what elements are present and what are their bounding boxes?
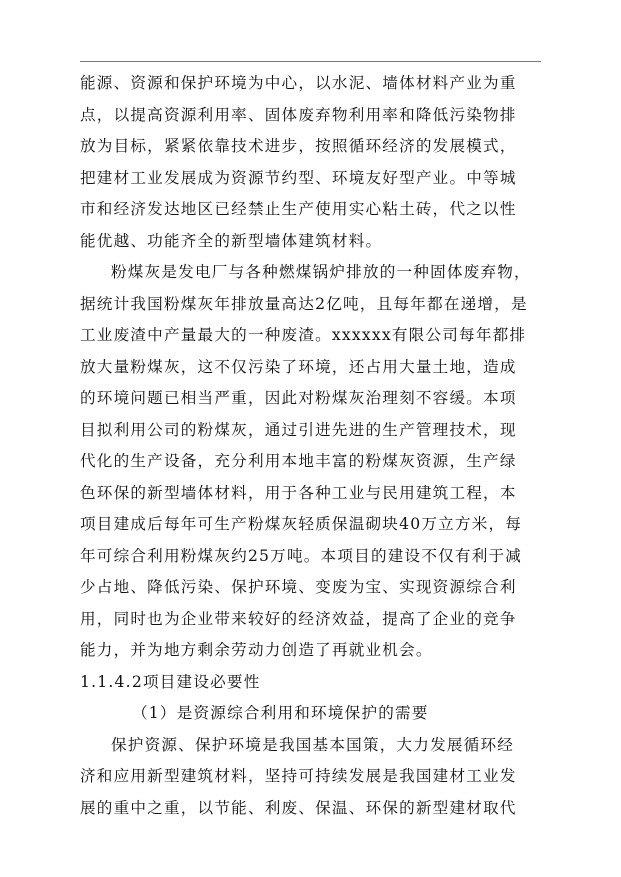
text-line: 能源、资源和保护环境为中心，以水泥、墙体材料产业为重 [80,74,517,92]
text-line: 市和经济发达地区已经禁止生产使用实心粘土砖，代之以性 [80,200,517,218]
paragraph-1 [80,68,550,257]
paragraph-2 [80,257,550,667]
text-line: 工业废渣中产量最大的一种废渣。xxxxxx有限公司每年都排 [80,326,527,344]
text-line: 放大量粉煤灰，这不仅污染了环境，还占用大量土地，造成 [80,357,517,376]
text-line: 点，以提高资源利用率、固体废弃物利用率和降低污染物排 [80,105,517,124]
text-line: 展的重中之重，以节能、利废、保温、环保的新型建材取代 [80,798,517,817]
text-line: 济和应用新型建筑材料，坚持可持续发展是我国建材工业发 [80,767,517,785]
text-line: 用，同时也为企业带来较好的经济效益，提高了企业的竞争 [80,609,517,628]
text-line: 年可综合利用粉煤灰约25万吨。本项目的建设不仅有利于减 [80,546,523,565]
text-line: 放为目标，紧紧依靠技术进步，按照循环经济的发展模式， [80,137,517,155]
paragraph-3 [80,730,550,825]
text-line: 据统计我国粉煤灰年排放量高达2亿吨，且每年都在递增，是 [80,294,528,313]
text-line: 的环境问题已相当严重，因此对粉煤灰治理刻不容缓。本项 [80,389,517,407]
document-body [80,68,550,824]
section-heading: 1.1.4.2项目建设必要性 [80,672,261,691]
text-line: 代化的生产设备，充分利用本地丰富的粉煤灰资源，生产绿 [80,452,517,470]
text-line: 少占地、降低污染、保护环境、变废为宝、实现资源综合利 [80,578,517,596]
text-line: 粉煤灰是发电厂与各种燃煤锅炉排放的一种固体废弃物， [111,263,531,281]
text-line: 能力，并为地方剩余劳动力创造了再就业机会。 [80,641,433,659]
subheading: （1）是资源综合利用和环境保护的需要 [132,704,429,722]
text-line: 保护资源、保护环境是我国基本国策，大力发展循环经 [111,735,515,754]
header-rule [80,61,541,62]
text-line: 能优越、功能齐全的新型墙体建筑材料。 [80,231,383,250]
text-line: 把建材工业发展成为资源节约型、环境友好型产业。中等城 [80,168,517,187]
text-line: 项目建成后每年可生产粉煤灰轻质保温砌块40万立方米，每 [80,515,523,533]
text-line: 目拟利用公司的粉煤灰，通过引进先进的生产管理技术，现 [80,420,517,439]
text-line: 色环保的新型墙体材料，用于各种工业与民用建筑工程，本 [80,483,517,502]
